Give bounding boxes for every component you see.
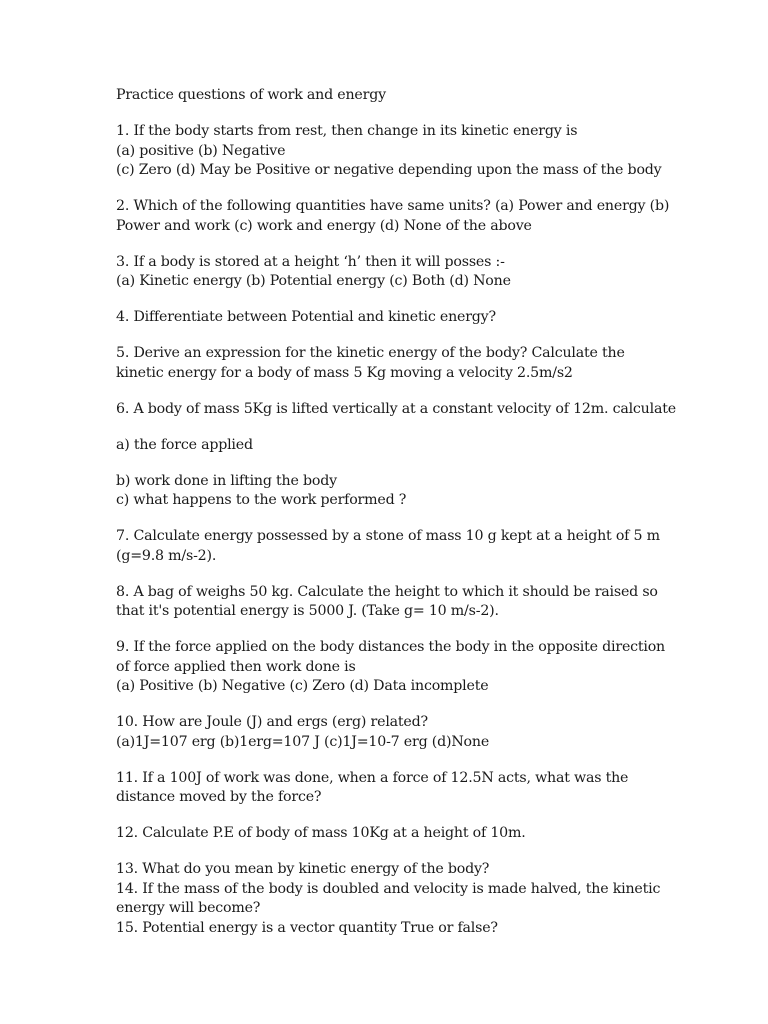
question-line: 1. If the body starts from rest, then change in its kinetic energy is bbox=[116, 123, 578, 139]
spacer bbox=[116, 292, 716, 309]
spacer bbox=[116, 236, 716, 253]
question-list bbox=[116, 122, 716, 938]
question-block bbox=[116, 638, 716, 697]
question-line: Power and work (c) work and energy (d) None of the above bbox=[116, 217, 532, 234]
question-line: (a) Positive (b) Negative (c) Zero (d) Data incomplete bbox=[116, 678, 489, 694]
question-line: kinetic energy for a body of mass 5 Kg moving a velocity 2.5m/s2 bbox=[116, 364, 573, 381]
question-line: 11. If a 100J of work was done, when a force of 12.5N acts, what was the bbox=[116, 769, 629, 786]
question-block bbox=[116, 824, 716, 844]
question-line: 2. Which of the following quantities have same units? (a) Power and energy (b) bbox=[116, 198, 670, 214]
question-block bbox=[116, 344, 716, 383]
question-line: 14. If the mass of the body is doubled and velocity is made halved, the kinetic bbox=[116, 880, 661, 897]
spacer bbox=[116, 419, 716, 436]
question-block bbox=[116, 308, 716, 328]
question-line: a) the force applied bbox=[116, 436, 253, 453]
question-line: 5. Derive an expression for the kinetic energy of the body? Calculate the bbox=[116, 345, 625, 361]
question-line: 3. If a body is stored at a height ‘h’ then it will posses :- bbox=[116, 253, 505, 270]
question-line: 8. A bag of weighs 50 kg. Calculate the height to which it should be raised so bbox=[116, 583, 658, 600]
question-line: that it's potential energy is 5000 J. (Take g= 10 m/s-2). bbox=[116, 603, 499, 619]
spacer bbox=[116, 844, 716, 861]
document-content bbox=[116, 86, 716, 938]
question-line: (a) positive (b) Negative bbox=[116, 142, 286, 159]
spacer bbox=[116, 752, 716, 769]
question-block bbox=[116, 472, 716, 511]
question-block bbox=[116, 769, 716, 808]
question-line: energy will become? bbox=[116, 900, 261, 916]
question-line: c) what happens to the work performed ? bbox=[116, 492, 407, 508]
question-block bbox=[116, 122, 716, 181]
question-block bbox=[116, 253, 716, 292]
spacer bbox=[116, 622, 716, 639]
question-line: 4. Differentiate between Potential and kinetic energy? bbox=[116, 309, 496, 325]
question-block bbox=[116, 713, 716, 752]
page-title: Practice questions of work and energy bbox=[116, 87, 386, 103]
spacer bbox=[116, 511, 716, 528]
question-block bbox=[116, 527, 716, 566]
question-line: (g=9.8 m/s-2). bbox=[116, 547, 217, 564]
question-line: distance moved by the force? bbox=[116, 789, 322, 805]
question-line: (a) Kinetic energy (b) Potential energy (c) Both (d) None bbox=[116, 273, 511, 289]
question-line: 12. Calculate P.E of body of mass 10Kg at a height of 10m. bbox=[116, 825, 526, 841]
question-block bbox=[116, 197, 716, 236]
spacer bbox=[116, 328, 716, 345]
question-block bbox=[116, 436, 716, 456]
question-line: b) work done in lifting the body bbox=[116, 472, 337, 489]
spacer bbox=[116, 697, 716, 714]
spacer bbox=[116, 383, 716, 400]
question-line: of force applied then work done is bbox=[116, 658, 356, 675]
question-block bbox=[116, 583, 716, 622]
question-line: 9. If the force applied on the body distances the body in the opposite direction bbox=[116, 639, 665, 655]
question-line: 7. Calculate energy possessed by a stone of mass 10 g kept at a height of 5 m bbox=[116, 528, 660, 544]
question-line: 15. Potential energy is a vector quantity True or false? bbox=[116, 919, 498, 936]
spacer bbox=[116, 181, 716, 198]
question-line: (a)1J=107 erg (b)1erg=107 J (c)1J=10-7 erg (d)None bbox=[116, 733, 490, 750]
question-block bbox=[116, 860, 716, 938]
spacer bbox=[116, 106, 716, 123]
question-line: 13. What do you mean by kinetic energy of the body? bbox=[116, 861, 490, 877]
question-line: (c) Zero (d) May be Positive or negative depending upon the mass of the body bbox=[116, 162, 662, 178]
question-block bbox=[116, 400, 716, 420]
spacer bbox=[116, 808, 716, 825]
question-line: 6. A body of mass 5Kg is lifted vertically at a constant velocity of 12m. calculate bbox=[116, 400, 676, 417]
spacer bbox=[116, 455, 716, 472]
question-line: 10. How are Joule (J) and ergs (erg) related? bbox=[116, 714, 428, 730]
spacer bbox=[116, 566, 716, 583]
